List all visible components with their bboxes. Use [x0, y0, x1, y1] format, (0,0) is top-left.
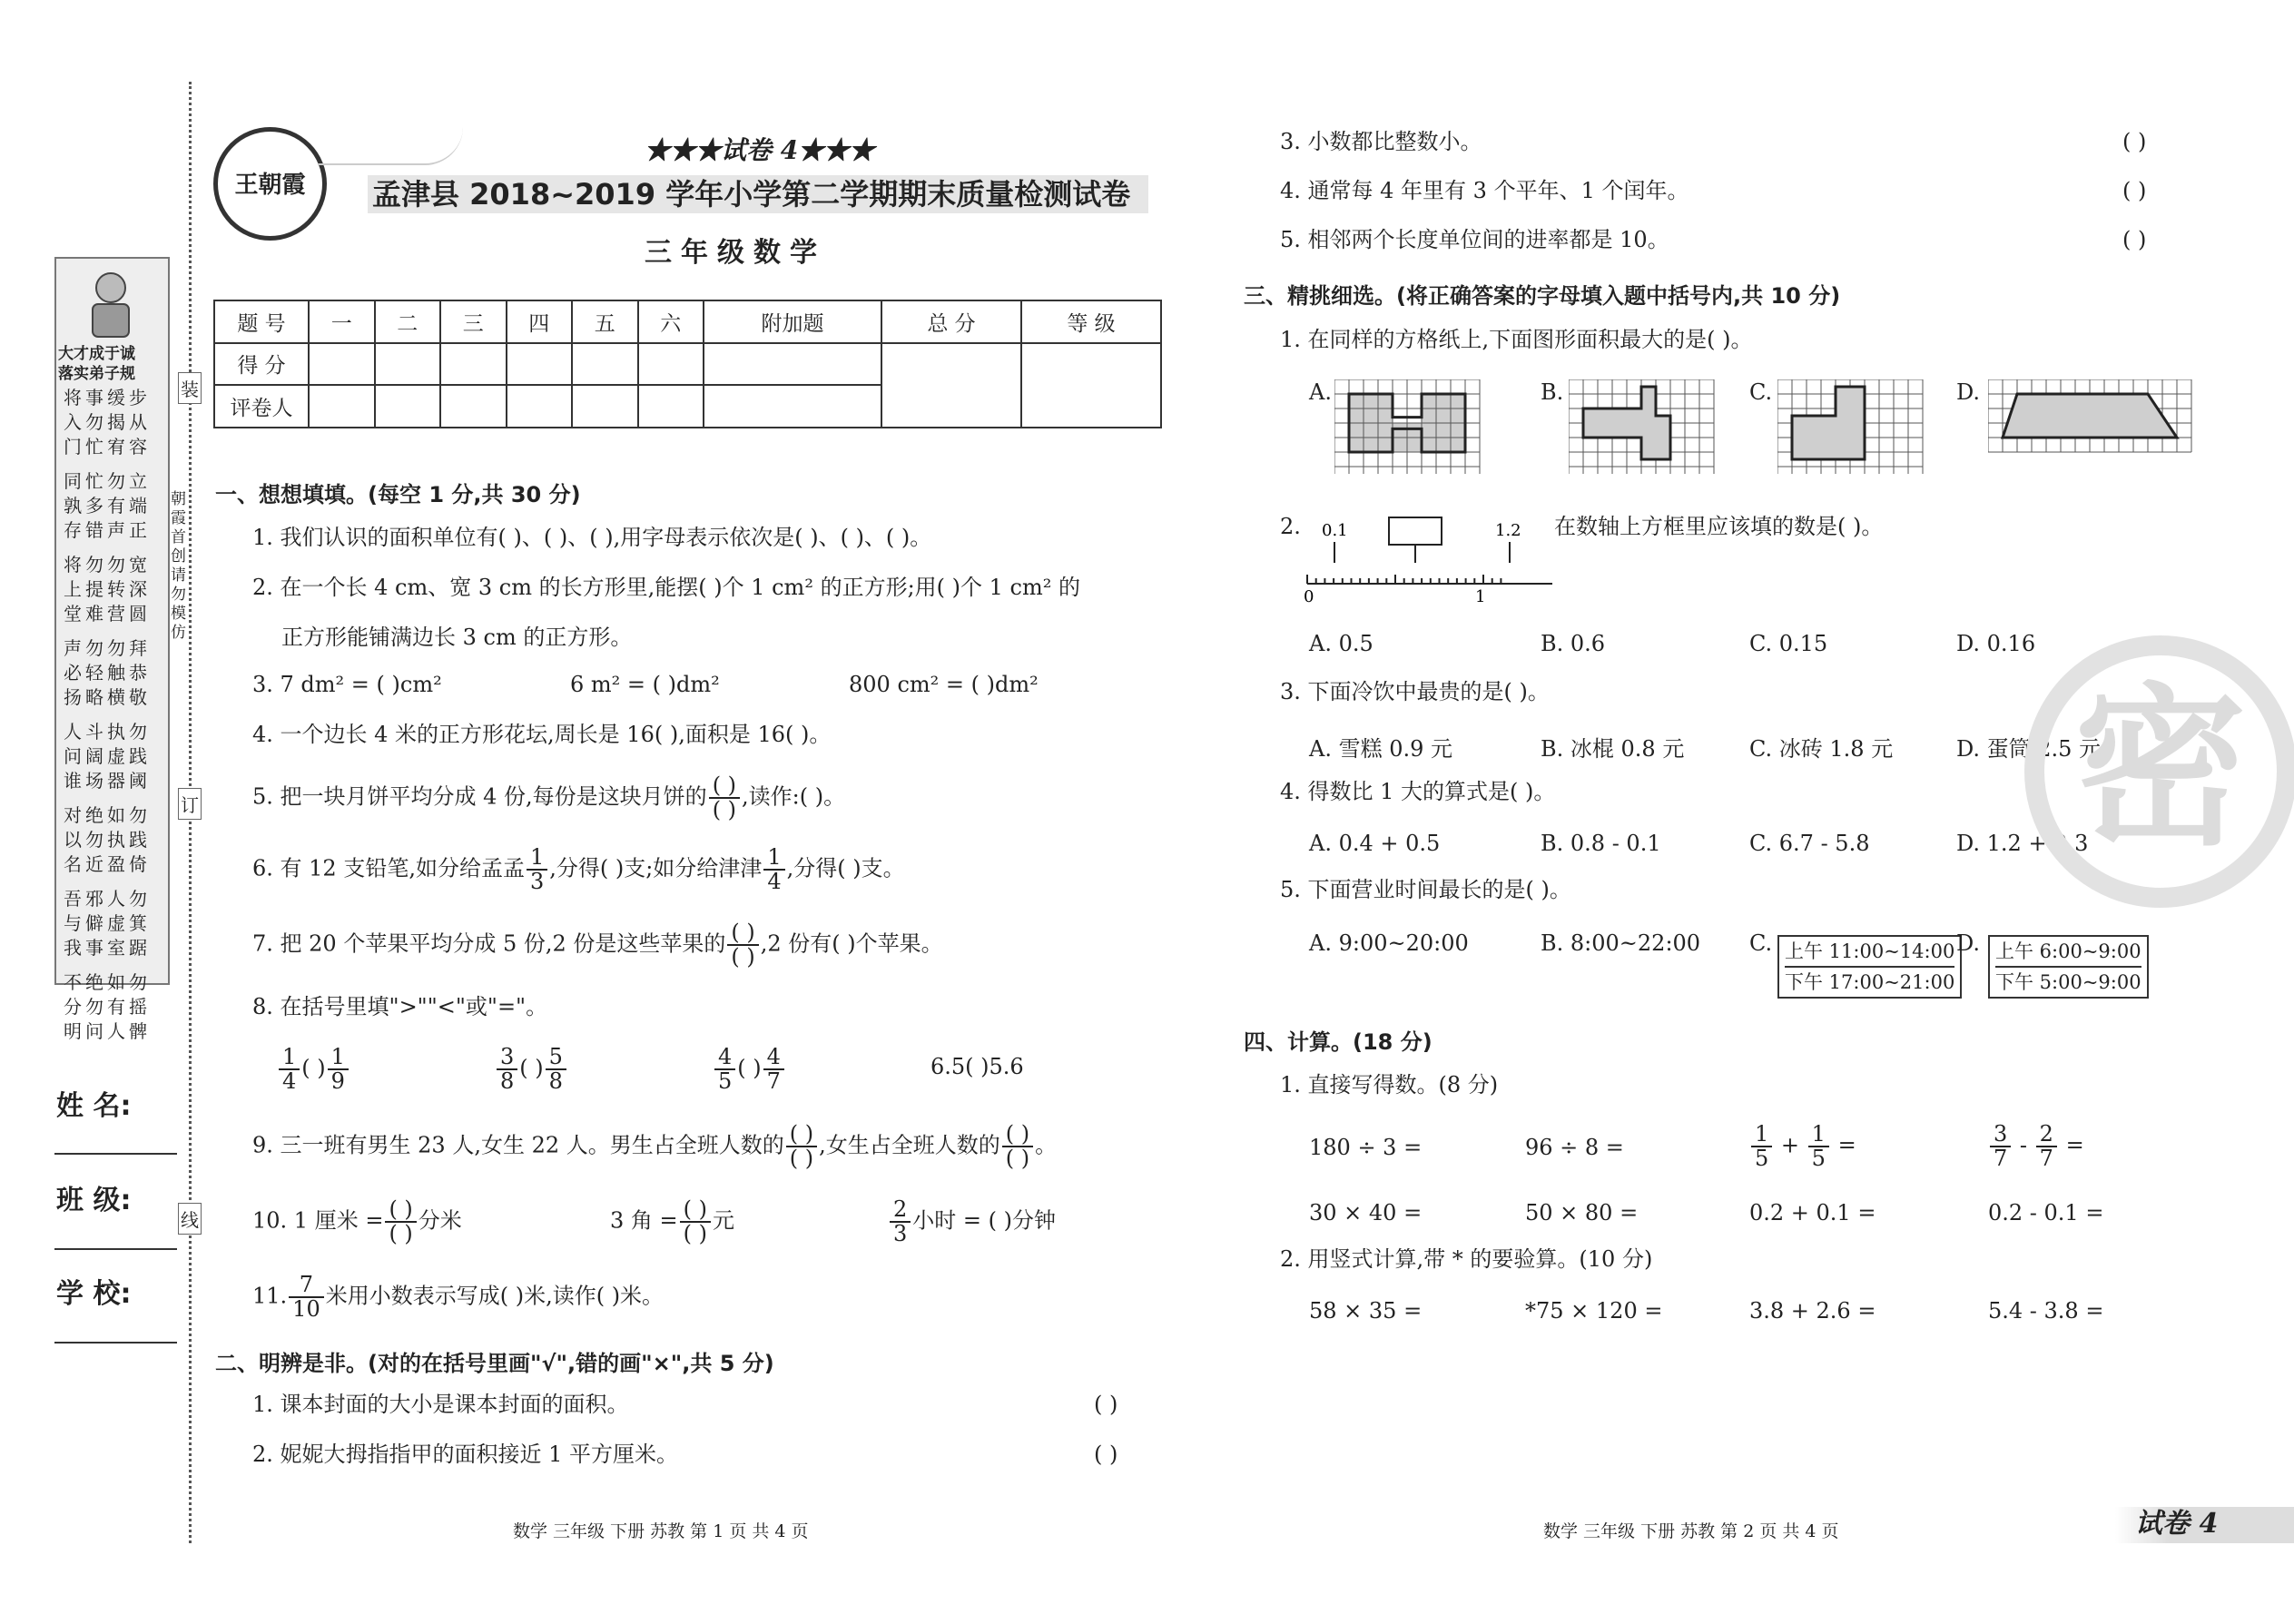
- answer-paren[interactable]: ( ): [1094, 1442, 1118, 1467]
- fraction-blank[interactable]: $\frac{( )}{( )}$: [385, 1198, 416, 1245]
- q7-text-b: ,2 份有( )个苹果。: [760, 930, 943, 957]
- time-box-d: 上午 6:00~9:00 下午 5:00~9:00: [1988, 935, 2149, 999]
- judge-3: 3. 小数都比整数小。: [1280, 129, 1482, 154]
- motto-line: 扬略横敬: [64, 686, 151, 708]
- banner-line: 大才成于诚: [58, 345, 135, 363]
- choice-2-option[interactable]: B. 0.6: [1541, 631, 1606, 656]
- judge-1: 1. 课本封面的大小是课本封面的面积。: [252, 1392, 629, 1417]
- question-1-10a: 10. 1 厘米 = $\frac{( )}{( )}$ 分米: [252, 1196, 462, 1247]
- option-label: B.: [1541, 379, 1564, 405]
- calc-1: 1. 直接写得数。(8 分): [1280, 1072, 1499, 1097]
- question-1-11: 11. $\frac{7}{10}$ 米用小数表示写成( )米,读作( )米。: [252, 1272, 665, 1323]
- choice-2-number: 2.: [1280, 514, 1301, 539]
- question-1-3b: 6 m² = ( )dm²: [570, 672, 720, 697]
- grid-figure-b: [1569, 379, 1719, 474]
- name-underline[interactable]: [54, 1153, 177, 1155]
- ribbon-decoration: [318, 127, 463, 165]
- fraction-one-fourth: $\frac{1}{4}$: [763, 846, 784, 893]
- grader-cell[interactable]: [507, 385, 573, 428]
- choice-5-option[interactable]: B. 8:00~22:00: [1541, 930, 1701, 956]
- judge-5: 5. 相邻两个长度单位间的进率都是 10。: [1280, 227, 1669, 252]
- answer-paren[interactable]: ( ): [2122, 129, 2147, 154]
- corner-paper-label: 试卷 4: [2135, 1508, 2219, 1540]
- motto-line: 入勿揭从: [64, 411, 151, 433]
- motto-line: 谁场器阈: [64, 770, 151, 792]
- choice-2-option[interactable]: A. 0.5: [1309, 631, 1373, 656]
- choice-2-option[interactable]: C. 0.15: [1749, 631, 1828, 656]
- question-1-2: 2. 在一个长 4 cm、宽 3 cm 的长方形里,能摆( )个 1 cm² 的正方形;用( )个 1 cm² 的: [252, 575, 1080, 600]
- motto-list: [64, 386, 159, 1044]
- calc-item: 5.4 - 3.8 =: [1988, 1298, 2104, 1324]
- q6-text-c: ,分得( )支。: [786, 855, 905, 881]
- question-1-2-cont: 正方形能铺满边长 3 cm 的正方形。: [281, 625, 633, 650]
- compare-item: $\frac{1}{4}$ ( ) $\frac{1}{9}$: [277, 1046, 350, 1093]
- fraction-blank[interactable]: $\frac{( )}{( )}$: [727, 921, 758, 969]
- score-cell[interactable]: [309, 343, 375, 386]
- choice-4-option[interactable]: D. 1.2 + 0.3: [1956, 831, 2089, 856]
- svg-text:0.1: 0.1: [1322, 521, 1348, 540]
- svg-text:1.2: 1.2: [1495, 521, 1521, 540]
- question-1-7: [252, 921, 943, 969]
- question-1-9: 9. 三一班有男生 23 人,女生 22 人。男生占全班人数的 $\frac{( )}{( )}$ ,女生占全班人数的 $\frac{( )}{( )}$ 。: [252, 1121, 1058, 1172]
- calc-item: $\frac{3}{7}$ - $\frac{2}{7}$ =: [1988, 1123, 2084, 1170]
- calc-item: 50 × 80 =: [1525, 1200, 1639, 1225]
- q6-text-a: 6. 有 12 支铅笔,如分给孟孟: [252, 855, 525, 881]
- question-1-6: [252, 846, 905, 893]
- score-cell[interactable]: [704, 343, 881, 386]
- table-header: 二: [375, 300, 441, 343]
- school-label: 学 校:: [56, 1278, 132, 1310]
- option-label: D.: [1956, 379, 1981, 405]
- calc-item: 58 × 35 =: [1309, 1298, 1423, 1324]
- choice-4-option[interactable]: A. 0.4 + 0.5: [1309, 831, 1441, 856]
- motto-line: 对绝如勿: [64, 804, 151, 826]
- motto-line: 人斗执勿: [64, 721, 151, 743]
- table-header: 六: [638, 300, 704, 343]
- judge-4: 4. 通常每 4 年里有 3 个平年、1 个闰年。: [1280, 178, 1689, 203]
- compare-item: $\frac{4}{5}$ ( ) $\frac{4}{7}$: [713, 1046, 786, 1093]
- svg-text:1: 1: [1475, 587, 1486, 604]
- calc-item: 3.8 + 2.6 =: [1749, 1298, 1876, 1324]
- fraction-blank[interactable]: $\frac{( )}{( )}$: [709, 774, 740, 822]
- choice-3-option[interactable]: C. 冰砖 1.8 元: [1749, 736, 1894, 762]
- svg-text:0: 0: [1304, 587, 1314, 604]
- calc-item: 30 × 40 =: [1309, 1200, 1423, 1225]
- fraction-blank[interactable]: $\frac{( )}{( )}$: [786, 1123, 817, 1170]
- name-label: 姓 名:: [56, 1090, 132, 1122]
- score-table: [213, 300, 1162, 428]
- table-header: 四: [507, 300, 573, 343]
- table-header: 三: [440, 300, 507, 343]
- motto-line: 名近盈倚: [64, 853, 151, 875]
- calc-item: 0.2 - 0.1 =: [1988, 1200, 2104, 1225]
- question-1-10c: $\frac{2}{3}$ 小时 = ( )分钟: [888, 1198, 1056, 1245]
- grader-cell[interactable]: [572, 385, 638, 428]
- class-label: 班 级:: [56, 1185, 132, 1216]
- fraction-blank[interactable]: $\frac{( )}{( )}$: [680, 1198, 711, 1245]
- score-cell[interactable]: [440, 343, 507, 386]
- motto-line: 将勿勿宽: [64, 554, 151, 576]
- logo-seal: [213, 127, 327, 241]
- motto-line: 门忙宥容: [64, 436, 151, 458]
- seal-mark: 订: [178, 788, 202, 820]
- fraction-one-third: $\frac{1}{3}$: [527, 846, 547, 893]
- logo-text: 王朝霞: [234, 172, 306, 199]
- grid-figure-d: [1988, 379, 2195, 456]
- motto-line: 吾邪人勿: [64, 888, 151, 910]
- seal-mark: 装: [178, 372, 202, 404]
- choice-3-option[interactable]: A. 雪糕 0.9 元: [1309, 736, 1453, 762]
- choice-5: 5. 下面营业时间最长的是( )。: [1280, 877, 1571, 902]
- exam-title: 孟津县 2018~2019 学年小学第二学期期末质量检测试卷: [372, 177, 1131, 212]
- question-1-10b: 3 角 = $\frac{( )}{( )}$ 元: [610, 1196, 734, 1247]
- choice-3: 3. 下面冷饮中最贵的是( )。: [1280, 679, 1550, 704]
- section-4-heading: 四、计算。(18 分): [1244, 1029, 1433, 1055]
- motto-line: 问阔虚践: [64, 745, 151, 767]
- grader-cell[interactable]: [309, 385, 375, 428]
- motto-line: 以勿执践: [64, 829, 151, 851]
- number-line: [1298, 513, 1561, 604]
- calc-item: *75 × 120 =: [1525, 1298, 1663, 1324]
- grader-cell[interactable]: [704, 385, 881, 428]
- score-cell[interactable]: [375, 343, 441, 386]
- question-1-4: 4. 一个边长 4 米的正方形花坛,周长是 16( ),面积是 16( )。: [252, 722, 832, 747]
- motto-line: 上提转深: [64, 578, 151, 600]
- time-box-c: 上午 11:00~14:00 下午 17:00~21:00: [1777, 935, 1962, 999]
- calc-item: 180 ÷ 3 =: [1309, 1135, 1423, 1160]
- fraction-blank[interactable]: $\frac{( )}{( )}$: [1002, 1123, 1033, 1170]
- motto-line: 将事缓步: [64, 387, 151, 408]
- compare-item: 6.5( )5.6: [930, 1054, 1024, 1079]
- answer-paren[interactable]: ( ): [2122, 178, 2147, 203]
- calc-item: $\frac{1}{5}$ + $\frac{1}{5}$ =: [1749, 1123, 1856, 1170]
- page-footer: 数学 三年级 下册 苏教 第 2 页 共 4 页: [1543, 1521, 1839, 1541]
- question-1-3c: 800 cm² = ( )dm²: [849, 672, 1039, 697]
- score-cell[interactable]: [638, 343, 704, 386]
- class-underline[interactable]: [54, 1248, 177, 1250]
- answer-paren[interactable]: ( ): [2122, 227, 2147, 252]
- table-header: 一: [309, 300, 375, 343]
- total-cell[interactable]: [881, 343, 1021, 428]
- motto-line: 孰多有端: [64, 495, 151, 517]
- motto-line: 声勿勿拜: [64, 637, 151, 659]
- motto-line: 同忙勿立: [64, 470, 151, 492]
- motto-line: 必轻触恭: [64, 662, 151, 684]
- judge-2: 2. 妮妮大拇指指甲的面积接近 1 平方厘米。: [252, 1442, 679, 1467]
- motto-line: 存错声正: [64, 519, 151, 541]
- calc-item: 96 ÷ 8 =: [1525, 1135, 1624, 1160]
- table-header: 五: [572, 300, 638, 343]
- question-1-1: 1. 我们认识的面积单位有( )、( )、( ),用字母表示依次是( )、( )、( )。: [252, 525, 932, 550]
- school-underline[interactable]: [54, 1342, 177, 1343]
- choice-4-option[interactable]: B. 0.8 - 0.1: [1541, 831, 1661, 856]
- row-label: 评卷人: [214, 385, 309, 428]
- q6-text-b: ,分得( )支;如分给津津: [549, 855, 763, 881]
- question-1-5: [252, 774, 845, 822]
- table-header: 总 分: [881, 300, 1021, 343]
- motto-line: 与僻虚箕: [64, 912, 151, 934]
- q5-text-b: ,读作:( )。: [742, 783, 846, 810]
- choice-4: 4. 得数比 1 大的算式是( )。: [1280, 779, 1556, 804]
- mascot-icon: [84, 268, 138, 340]
- choice-5-option[interactable]: D.: [1956, 930, 1981, 956]
- table-header: 附加题: [704, 300, 881, 343]
- choice-4-option[interactable]: C. 6.7 - 5.8: [1749, 831, 1870, 856]
- grader-cell[interactable]: [638, 385, 704, 428]
- banner-line: 落实弟子规: [58, 365, 135, 383]
- q7-text-a: 7. 把 20 个苹果平均分成 5 份,2 份是这些苹果的: [252, 930, 726, 957]
- motto-line: 分勿有摇: [64, 996, 151, 1018]
- secret-watermark: 密: [2024, 635, 2294, 908]
- grade-cell[interactable]: [1021, 343, 1161, 428]
- page-footer: 数学 三年级 下册 苏教 第 1 页 共 4 页: [513, 1521, 809, 1541]
- table-header: 题 号: [214, 300, 309, 343]
- compare-item: $\frac{3}{8}$ ( ) $\frac{5}{8}$: [495, 1046, 568, 1093]
- calc-2: 2. 用竖式计算,带 * 的要验算。(10 分): [1280, 1246, 1653, 1272]
- choice-1: 1. 在同样的方格纸上,下面图形面积最大的是( )。: [1280, 327, 1753, 352]
- motto-line: 不绝如勿: [64, 971, 151, 993]
- section-3-heading: 三、精挑细选。(将正确答案的字母填入题中括号内,共 10 分): [1244, 283, 1841, 309]
- grader-cell[interactable]: [375, 385, 441, 428]
- choice-3-option[interactable]: D. 蛋筒 2.5 元: [1956, 736, 2102, 762]
- paper-number: ★★★试卷 4★★★: [645, 135, 875, 165]
- answer-paren[interactable]: ( ): [1094, 1392, 1118, 1417]
- question-1-8: 8. 在括号里填">""<"或"="。: [252, 994, 548, 1019]
- motto-line: 明问人髀: [64, 1020, 151, 1042]
- grid-figure-a: [1334, 379, 1485, 474]
- grader-cell[interactable]: [440, 385, 507, 428]
- choice-5-option[interactable]: C.: [1749, 930, 1773, 956]
- section-1-heading: 一、想想填填。(每空 1 分,共 30 分): [215, 482, 581, 507]
- choice-2-option[interactable]: D. 0.16: [1956, 631, 2036, 656]
- vertical-note: 朝霞首创 请勿模仿: [171, 490, 186, 642]
- option-label: C.: [1749, 379, 1773, 405]
- calc-item: 0.2 + 0.1 =: [1749, 1200, 1876, 1225]
- grid-figure-c: [1777, 379, 1928, 474]
- choice-2: 在数轴上方框里应该填的数是( )。: [1554, 514, 1884, 539]
- row-label: 得 分: [214, 343, 309, 386]
- option-label: A.: [1309, 379, 1332, 405]
- q5-text-a: 5. 把一块月饼平均分成 4 份,每份是这块月饼的: [252, 783, 707, 810]
- motto-line: 我事室踞: [64, 937, 151, 959]
- score-cell[interactable]: [572, 343, 638, 386]
- score-cell[interactable]: [507, 343, 573, 386]
- choice-3-option[interactable]: B. 冰棍 0.8 元: [1541, 736, 1685, 762]
- table-header: 等 级: [1021, 300, 1161, 343]
- subject-title: 三年级数学: [645, 237, 826, 269]
- choice-5-option[interactable]: A. 9:00~20:00: [1309, 930, 1469, 956]
- motto-line: 堂难营圆: [64, 603, 151, 625]
- seal-mark: 线: [178, 1203, 202, 1235]
- section-2-heading: 二、明辨是非。(对的在括号里画"√",错的画"×",共 5 分): [215, 1351, 774, 1376]
- question-1-3a: 3. 7 dm² = ( )cm²: [252, 672, 442, 697]
